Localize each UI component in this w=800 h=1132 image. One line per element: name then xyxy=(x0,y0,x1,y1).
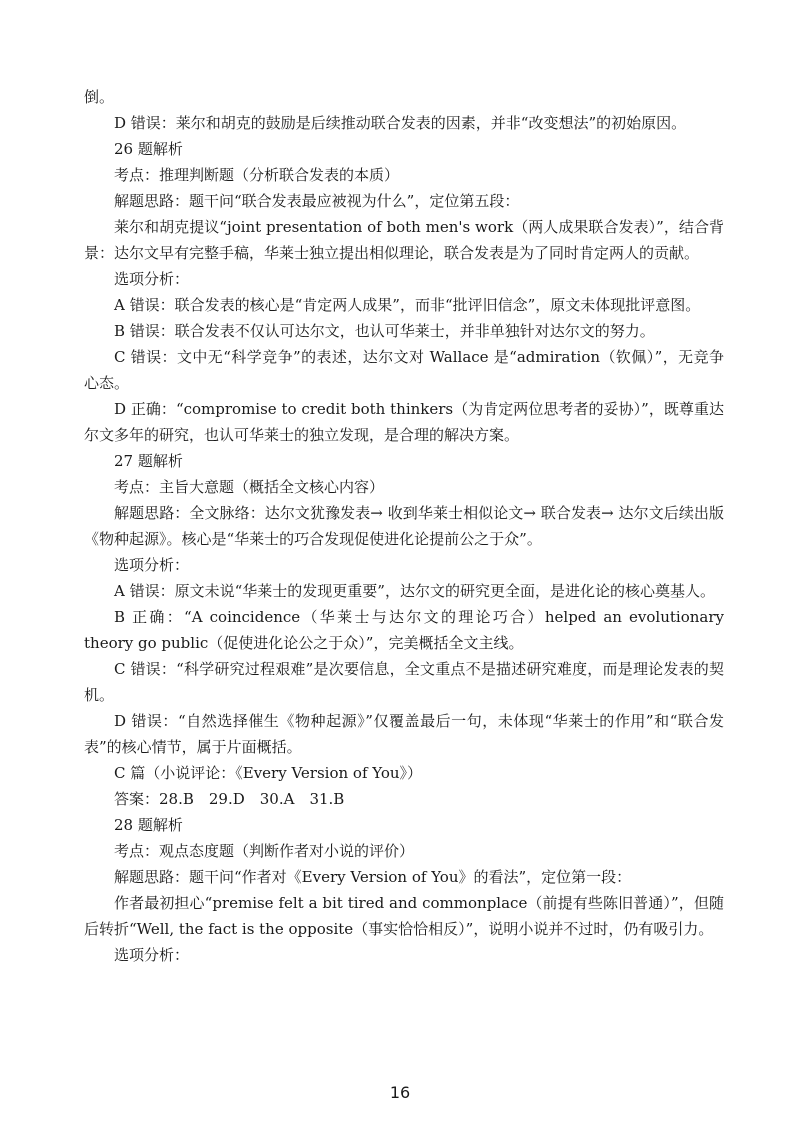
option-analysis: D 正确：“compromise to credit both thinkers（为肯定两位思考者的妥协）”，既尊重达尔文多年的研究，也认可华莱士的独立发现，是合理的解决方案。 xyxy=(84,400,724,444)
text-line: D 错误：莱尔和胡克的鼓励是后续推动联合发表的因素，并非“改变想法”的初始原因。 xyxy=(114,114,687,132)
option-analysis: A 错误：联合发表的核心是“肯定两人成果”，而非“批评旧信念”，原文未体现批评意图。 xyxy=(114,296,701,314)
section-heading: 26 题解析 xyxy=(114,140,183,158)
option-analysis: C 错误：“科学研究过程艰难”是次要信息，全文重点不是描述研究难度，而是理论发表的契机。 xyxy=(84,660,724,704)
text-line: 考点：主旨大意题（概括全文核心内容） xyxy=(114,478,385,496)
option-analysis: A 错误：原文未说“华莱士的发现更重要”，达尔文的研究更全面，是进化论的核心奠基人。 xyxy=(114,582,715,600)
section-heading: 27 题解析 xyxy=(114,452,183,470)
text-line: 作者最初担心“premise felt a bit tired and commonplace（前提有些陈旧普通）”，但随后转折“Well, the fact is the opposite（事实恰恰相反）”，说明小说并不过时，仍有吸引力。 xyxy=(84,894,724,938)
answer-line: 答案：28.B 29.D 30.A 31.B xyxy=(114,790,345,808)
option-analysis: C 错误：文中无“科学竞争”的表述，达尔文对 Wallace 是“admiration（钦佩）”，无竞争心态。 xyxy=(84,348,724,392)
text-line: 选项分析： xyxy=(114,946,190,964)
page-body xyxy=(84,84,724,968)
section-heading: 28 题解析 xyxy=(114,816,183,834)
text-line: 考点：推理判断题（分析联合发表的本质） xyxy=(114,166,400,184)
text-line: 解题思路：全文脉络：达尔文犹豫发表→ 收到华莱士相似论文→ 联合发表→ 达尔文后续出版《物种起源》。核心是“华莱士的巧合发现促使进化论提前公之于众”。 xyxy=(84,504,724,548)
option-analysis: B 错误：联合发表不仅认可达尔文，也认可华莱士，并非单独针对达尔文的努力。 xyxy=(114,322,655,340)
section-heading: C 篇（小说评论：《Every Version of You》） xyxy=(114,764,423,782)
text-line: 解题思路：题干问“作者对《Every Version of You》的看法”，定位第一段： xyxy=(114,868,632,886)
text-line: 解题思路：题干问“联合发表最应被视为什么”，定位第五段： xyxy=(114,192,520,210)
option-analysis: B 正确：“A coincidence（华莱士与达尔文的理论巧合）helped an evolutionary theory go public（促使进化论公之于众）”，完美概括全文主线。 xyxy=(84,608,724,652)
text-line: 选项分析： xyxy=(114,270,190,288)
page-number: 16 xyxy=(389,1083,411,1102)
text-line: 选项分析： xyxy=(114,556,190,574)
text-line: 考点：观点态度题（判断作者对小说的评价） xyxy=(114,842,415,860)
text-line: 莱尔和胡克提议“joint presentation of both men's work（两人成果联合发表）”，结合背景：达尔文早有完整手稿，华莱士独立提出相似理论，联合发表是为了同时肯定两人的贡献。 xyxy=(84,218,724,262)
option-analysis: D 错误：“自然选择催生《物种起源》”仅覆盖最后一句，未体现“华莱士的作用”和“联合发表”的核心情节，属于片面概括。 xyxy=(84,712,724,756)
text-line: 倒。 xyxy=(84,88,115,106)
